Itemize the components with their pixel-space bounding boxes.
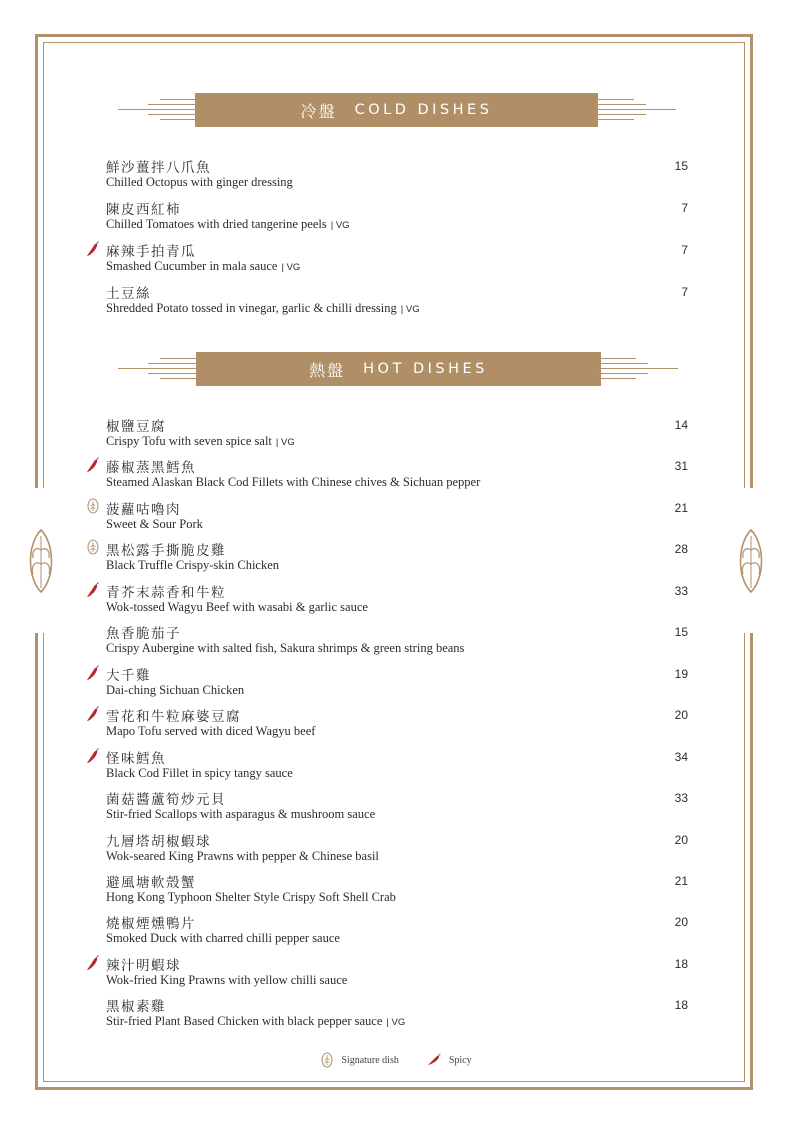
dish-price: 18 [674,956,688,971]
dish-name-en [106,558,279,573]
vegan-tag: | VG [281,262,301,273]
menu-item [106,912,690,952]
menu-item [106,747,690,787]
menu-item [106,954,690,994]
dish-price: 21 [674,873,688,888]
dish-name-zh: 陳皮西紅柿 [106,202,181,218]
menu-item [106,664,690,704]
chilli-icon [86,706,100,722]
dish-price: 20 [674,915,688,930]
dish-price: 28 [674,542,688,557]
section-heading [195,93,598,127]
legend-spicy-label: Spicy [448,1054,472,1066]
dish-description: Mapo Tofu served with diced Wagyu beef [106,724,316,739]
dish-name-zh: 青芥末蒜香和牛粒 [106,584,226,601]
hot-dishes-banner [0,352,793,388]
chilli-icon [86,457,100,473]
dish-name-en [106,517,203,532]
section-title-en: HOT DISHES [363,361,488,377]
dish-name-en [106,890,396,905]
menu-item [106,705,690,745]
menu-item [106,198,690,238]
dish-name-en [106,849,379,864]
menu-item [106,581,690,621]
dish-price: 15 [674,159,688,173]
dish-price: 7 [681,285,688,299]
dish-description: Sweet & Sour Pork [106,516,203,531]
dish-name-zh: 藤椒蒸黑鱈魚 [106,460,196,477]
menu-item [106,415,690,455]
dish-name-zh: 避風塘軟殼蟹 [106,874,196,891]
dish-price: 7 [681,201,688,215]
dish-price: 18 [674,998,688,1013]
section-title-zh: 熱盤 [309,360,346,380]
dish-name-en [106,259,300,274]
section-title-en: COLD DISHES [354,102,493,118]
dish-price: 19 [674,666,688,681]
dish-price: 33 [674,583,688,598]
chilli-icon [86,241,100,257]
dish-name-zh: 大千雞 [106,667,151,684]
dish-name-zh: 怪味鱈魚 [106,750,166,767]
dish-description: Shredded Potato tossed in vinegar, garlic & chilli dressing [106,301,397,315]
dish-description: Black Cod Fillet in spicy tangy sauce [106,765,293,780]
dish-description: Chilled Octopus with ginger dressing [106,175,293,189]
dish-description: Wok-tossed Wagyu Beef with wasabi & garlic sauce [106,599,368,614]
banner-lines-left [118,99,198,123]
dish-name-en [106,475,480,490]
dish-name-zh: 菠蘿咕嚕肉 [106,501,181,518]
legend [0,1050,793,1070]
dish-description: Chilled Tomatoes with dried tangerine peels [106,217,327,231]
dish-price: 34 [674,749,688,764]
leaf-ornament-right-icon [733,528,769,594]
dish-name-zh: 椒鹽豆腐 [106,419,166,435]
dish-description: Dai-ching Sichuan Chicken [106,682,245,697]
chilli-icon [86,582,100,598]
dish-name-en [106,973,347,988]
dish-name-en [106,434,295,449]
dish-name-zh: 鮮沙薑拌八爪魚 [106,160,211,176]
dish-description: Steamed Alaskan Black Cod Fillets with Chinese chives & Sichuan pepper [106,475,481,490]
dish-description: Wok-seared King Prawns with pepper & Chinese basil [106,848,379,863]
dish-description: Stir-fried Plant Based Chicken with black pepper sauce [106,1014,383,1029]
section-title-zh: 冷盤 [300,101,337,121]
menu-item [106,240,690,280]
dish-price: 20 [674,708,688,723]
menu-item [106,622,690,662]
cold-dishes-banner [0,93,793,129]
leaf-ornament-left-icon [23,528,59,594]
vegan-tag: | VG [386,1017,406,1029]
dish-name-en [106,807,375,822]
dish-price: 7 [681,243,688,257]
dish-description: Hong Kong Typhoon Shelter Style Crispy Soft Shell Crab [106,889,396,904]
dish-name-zh: 麻辣手拍青瓜 [106,244,196,260]
dish-name-zh: 雪花和牛粒麻婆豆腐 [106,709,241,726]
dish-name-zh: 菌菇醬蘆筍炒元貝 [106,792,226,809]
dish-name-zh: 黑松露手撕脆皮雞 [106,543,226,560]
dish-name-zh: 黑椒素雞 [106,999,166,1016]
signature-dish-icon [87,539,101,555]
vegan-tag: | VG [330,220,350,231]
dish-name-en [106,641,464,656]
menu-item [106,498,690,538]
dish-description: Stir-fried Scallops with asparagus & mushroom sauce [106,807,376,822]
menu-item [106,456,690,496]
dish-name-en [106,1014,405,1029]
vegan-tag: | VG [275,437,295,448]
menu-item [106,830,690,870]
dish-name-en [106,301,420,316]
dish-price: 15 [674,625,688,640]
dish-name-en [106,217,350,232]
dish-name-zh: 土豆絲 [106,286,151,302]
dish-description: Black Truffle Crispy-skin Chicken [106,558,280,573]
banner-lines-right [598,358,678,382]
dish-name-zh: 辣汁明蝦球 [106,957,181,974]
section-heading [196,352,601,386]
menu-item [106,995,690,1035]
menu-item [106,282,690,322]
dish-name-zh: 燒椒煙燻鴨片 [106,916,196,933]
dish-price: 33 [674,791,688,806]
dish-name-en [106,724,315,739]
dish-name-en [106,600,368,615]
dish-price: 31 [674,459,688,474]
signature-dish-icon [87,498,101,514]
chilli-icon [86,665,100,681]
vegan-tag: | VG [400,304,420,315]
dish-price: 14 [674,418,688,432]
banner-lines-right [596,99,676,123]
banner-lines-left [118,358,198,382]
chilli-icon [86,748,100,764]
dish-name-en [106,766,293,781]
dish-name-zh: 魚香脆茄子 [106,626,181,643]
legend-signature-label: Signature dish [341,1054,399,1066]
dish-price: 21 [674,500,688,515]
menu-item [106,539,690,579]
dish-name-en [106,931,340,946]
chilli-icon [427,1054,441,1066]
signature-dish-icon [321,1052,333,1068]
dish-description: Smoked Duck with charred chilli pepper sauce [106,931,340,946]
dish-description: Crispy Tofu with seven spice salt [106,434,272,448]
dish-name-en [106,175,293,190]
dish-description: Crispy Aubergine with salted fish, Sakura shrimps & green string beans [106,641,465,656]
menu-item [106,788,690,828]
dish-price: 20 [674,832,688,847]
menu-item [106,156,690,196]
chilli-icon [86,955,100,971]
dish-description: Smashed Cucumber in mala sauce [106,259,278,273]
dish-description: Wok-fried King Prawns with yellow chilli sauce [106,972,348,987]
menu-item [106,871,690,911]
dish-name-zh: 九層塔胡椒蝦球 [106,833,211,850]
dish-name-en [106,683,244,698]
